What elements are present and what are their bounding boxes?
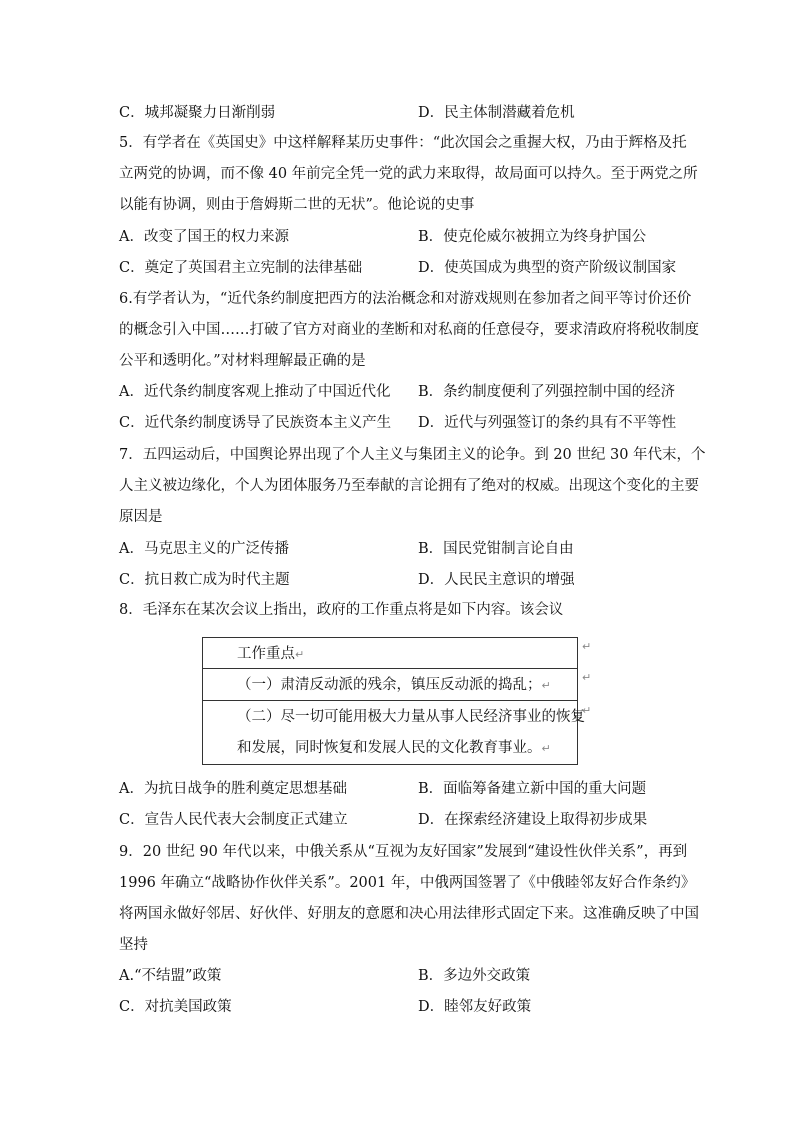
q6-stem-line-2: 的概念引入中国……打破了官方对商业的垄断和对私商的任意侵夺，要求清政府将税收制度 — [119, 322, 699, 338]
table-item-1-label: （一）肃清反动派的残余，镇压反动派的捣乱； — [237, 677, 542, 693]
q5-option-d: D．使英国成为典型的资产阶级议制国家 — [418, 260, 677, 276]
paragraph-mark-icon: ↵ — [295, 648, 305, 661]
q7-option-a: A．马克思主义的广泛传播 — [119, 541, 289, 557]
table-row-item-1 — [203, 669, 577, 701]
q7-stem-line-1: 7．五四运动后，中国舆论界出现了个人主义与集团主义的论争。到 20 世纪 30 年代末，个 — [119, 447, 706, 463]
table-row-item-2 — [203, 701, 585, 765]
q5-stem-line-2: 立两党的协调，而不像 40 年前完全凭一党的武力来取得，故局面可以持久。至于两党之所 — [119, 166, 698, 182]
table-header-text — [237, 644, 304, 665]
table-header-label: 工作重点 — [237, 646, 295, 662]
q9-option-a: A.“不结盟”政策 — [119, 968, 222, 984]
work-priorities-table — [202, 637, 585, 765]
q5-stem-line-3: 以能有协调，则由于詹姆斯二世的无状”。他论说的史事 — [119, 197, 475, 213]
q5-stem-line-1: 5．有学者在《英国史》中这样解释某历史事件：“此次国会之重握大权，乃由于辉格及托 — [119, 135, 687, 151]
q6-option-d: D．近代与列强签订的条约具有不平等性 — [418, 415, 677, 431]
q8-option-c: C．宣告人民代表大会制度正式建立 — [119, 812, 348, 828]
table-item-2-line-2 — [237, 738, 551, 759]
q6-stem-line-3: 公平和透明化。”对材料理解最正确的是 — [119, 353, 366, 369]
q9-stem-line-2: 1996 年确立“战略协作伙伴关系”。2001 年，中俄两国签署了《中俄睦邻友好合作条约》 — [119, 875, 696, 891]
q6-option-a: A．近代条约制度客观上推动了中国近代化 — [119, 384, 391, 400]
q5-option-a: A．改变了国王的权力来源 — [119, 229, 289, 245]
row-end-mark-icon: ↵ — [582, 640, 592, 653]
q8-option-a: A．为抗日战争的胜利奠定思想基础 — [119, 781, 347, 797]
q6-option-b: B．条约制度便利了列强控制中国的经济 — [418, 384, 676, 400]
q7-option-b: B．国民党钳制言论自由 — [418, 541, 574, 557]
q6-stem-line-1: 6.有学者认为，“近代条约制度把西方的法治概念和对游戏规则在参加者之间平等讨价还价 — [119, 291, 692, 307]
table-row-header — [203, 638, 577, 669]
q6-option-c: C．近代条约制度诱导了民族资本主义产生 — [119, 415, 392, 431]
q9-option-c: C．对抗美国政策 — [119, 999, 232, 1015]
q7-stem-line-3: 原因是 — [119, 509, 163, 525]
row-end-mark-icon: ↵ — [582, 671, 592, 684]
q9-option-b: B．多边外交政策 — [418, 968, 531, 984]
q9-stem-line-3: 将两国永做好邻居、好伙伴、好朋友的意愿和决心用法律形式固定下来。这准确反映了中国 — [119, 906, 699, 922]
q4-option-c: C．城邦凝聚力日渐削弱 — [119, 105, 276, 121]
row-end-mark-icon: ↵ — [582, 704, 592, 717]
q7-option-c: C．抗日救亡成为时代主题 — [119, 572, 290, 588]
q5-option-b: B．使克伦威尔被拥立为终身护国公 — [418, 229, 647, 245]
table-item-2-line-1: （二）尽一切可能用极大力量从事人民经济事业的恢复 — [237, 709, 585, 725]
paragraph-mark-icon: ↵ — [541, 679, 551, 692]
table-item-1-text — [237, 675, 551, 696]
q8-option-d: D．在探索经济建设上取得初步成果 — [418, 812, 648, 828]
table-item-2-line-2-label: 和发展，同时恢复和发展人民的文化教育事业。 — [237, 740, 542, 756]
q8-stem: 8．毛泽东在某次会议上指出，政府的工作重点将是如下内容。该会议 — [119, 602, 564, 618]
q4-option-d: D．民主体制潜藏着危机 — [418, 105, 575, 121]
q9-stem-line-4: 坚持 — [119, 937, 148, 953]
q9-stem-line-1: 9．20 世纪 90 年代以来，中俄关系从“互视为友好国家”发展到“建设性伙伴关系”，再到 — [119, 844, 688, 860]
q7-option-d: D．人民民主意识的增强 — [418, 572, 575, 588]
q8-option-b: B．面临筹备建立新中国的重大问题 — [418, 781, 647, 797]
q9-option-d: D．睦邻友好政策 — [418, 999, 532, 1015]
q7-stem-line-2: 人主义被边缘化，个人为团体服务乃至奉献的言论拥有了绝对的权威。出现这个变化的主要 — [119, 478, 699, 494]
paragraph-mark-icon: ↵ — [541, 742, 551, 755]
q5-option-c: C．奠定了英国君主立宪制的法律基础 — [119, 260, 363, 276]
